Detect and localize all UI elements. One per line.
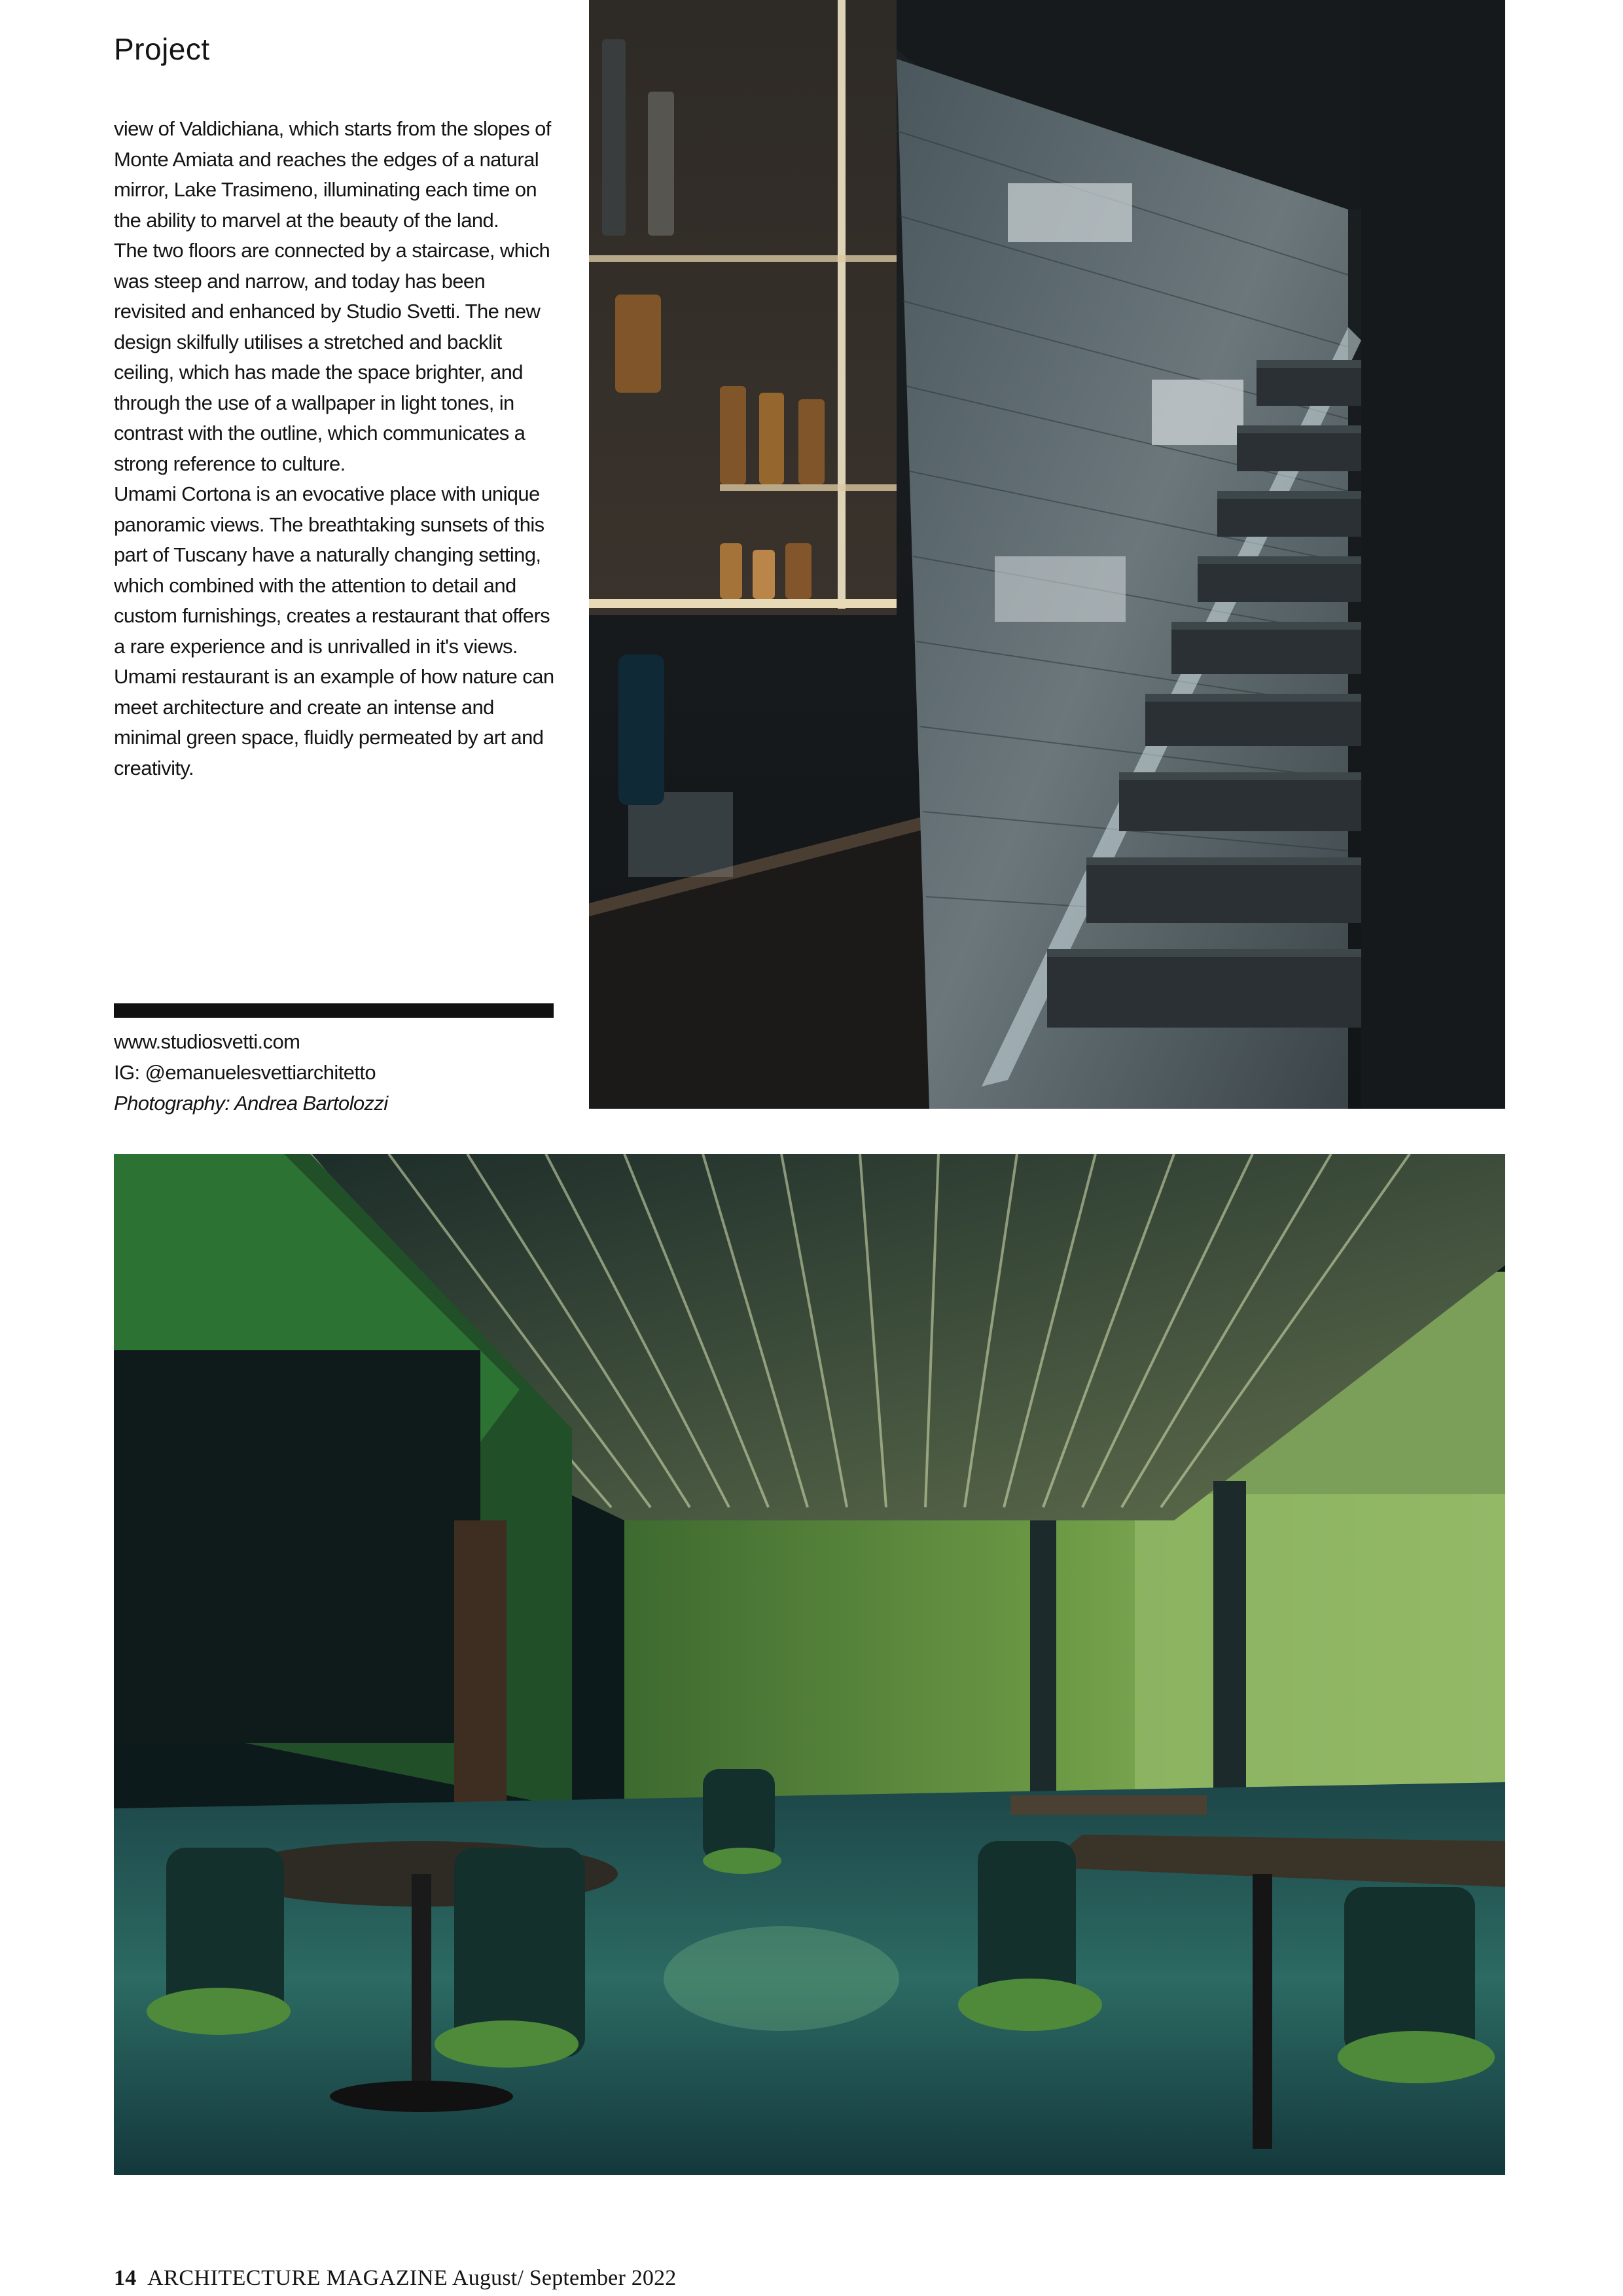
- article-body: [114, 114, 556, 783]
- credits-divider: [114, 1003, 554, 1018]
- page-footer: [114, 2266, 677, 2291]
- article-paragraph: view of Valdichiana, which starts from the slopes of Monte Amiata and reaches the edges of a natural mirror, Lake Trasimeno, illuminating each time on the ability to marvel at the beauty of the land.: [114, 117, 551, 232]
- article-paragraph: The two floors are connected by a staircase, which was steep and narrow, and today has been revisited and enhanced by Studio Svetti. The new design skilfully utilises a stretched and backlit ceiling, which has made the space brighter, and through the use of a wallpaper in light tones, in contrast with the outline, which communicates a strong reference to culture.: [114, 239, 550, 475]
- dining-terrace-photo: [114, 1154, 1505, 2175]
- website-link[interactable]: www.studiosvetti.com: [114, 1030, 300, 1053]
- magazine-name: ARCHITECTURE MAGAZINE: [147, 2266, 448, 2290]
- credits-block: [114, 1026, 556, 1119]
- article-paragraph: Umami Cortona is an evocative place with unique panoramic views. The breathtaking sunsets of this part of Tuscany have a naturally changing setting, which combined with the attention to detail and custom furnishings, creates a restaurant that offers a rare experience and is unrivalled in it's views. Umami restaurant is an example of how nature can meet architecture and create an intense and minimal green space, fluidly permeated by art and creativity.: [114, 482, 554, 780]
- photo-credit: [114, 1088, 556, 1119]
- instagram-handle: IG: @emanuelesvettiarchitetto: [114, 1061, 376, 1084]
- page-number: 14: [114, 2266, 137, 2290]
- issue-date: August/ September 2022: [452, 2266, 677, 2290]
- photographer-name: Andrea Bartolozzi: [234, 1092, 388, 1115]
- section-label: Project: [114, 32, 210, 66]
- staircase-bar-photo: [589, 0, 1505, 1109]
- photography-label: Photography:: [114, 1092, 230, 1115]
